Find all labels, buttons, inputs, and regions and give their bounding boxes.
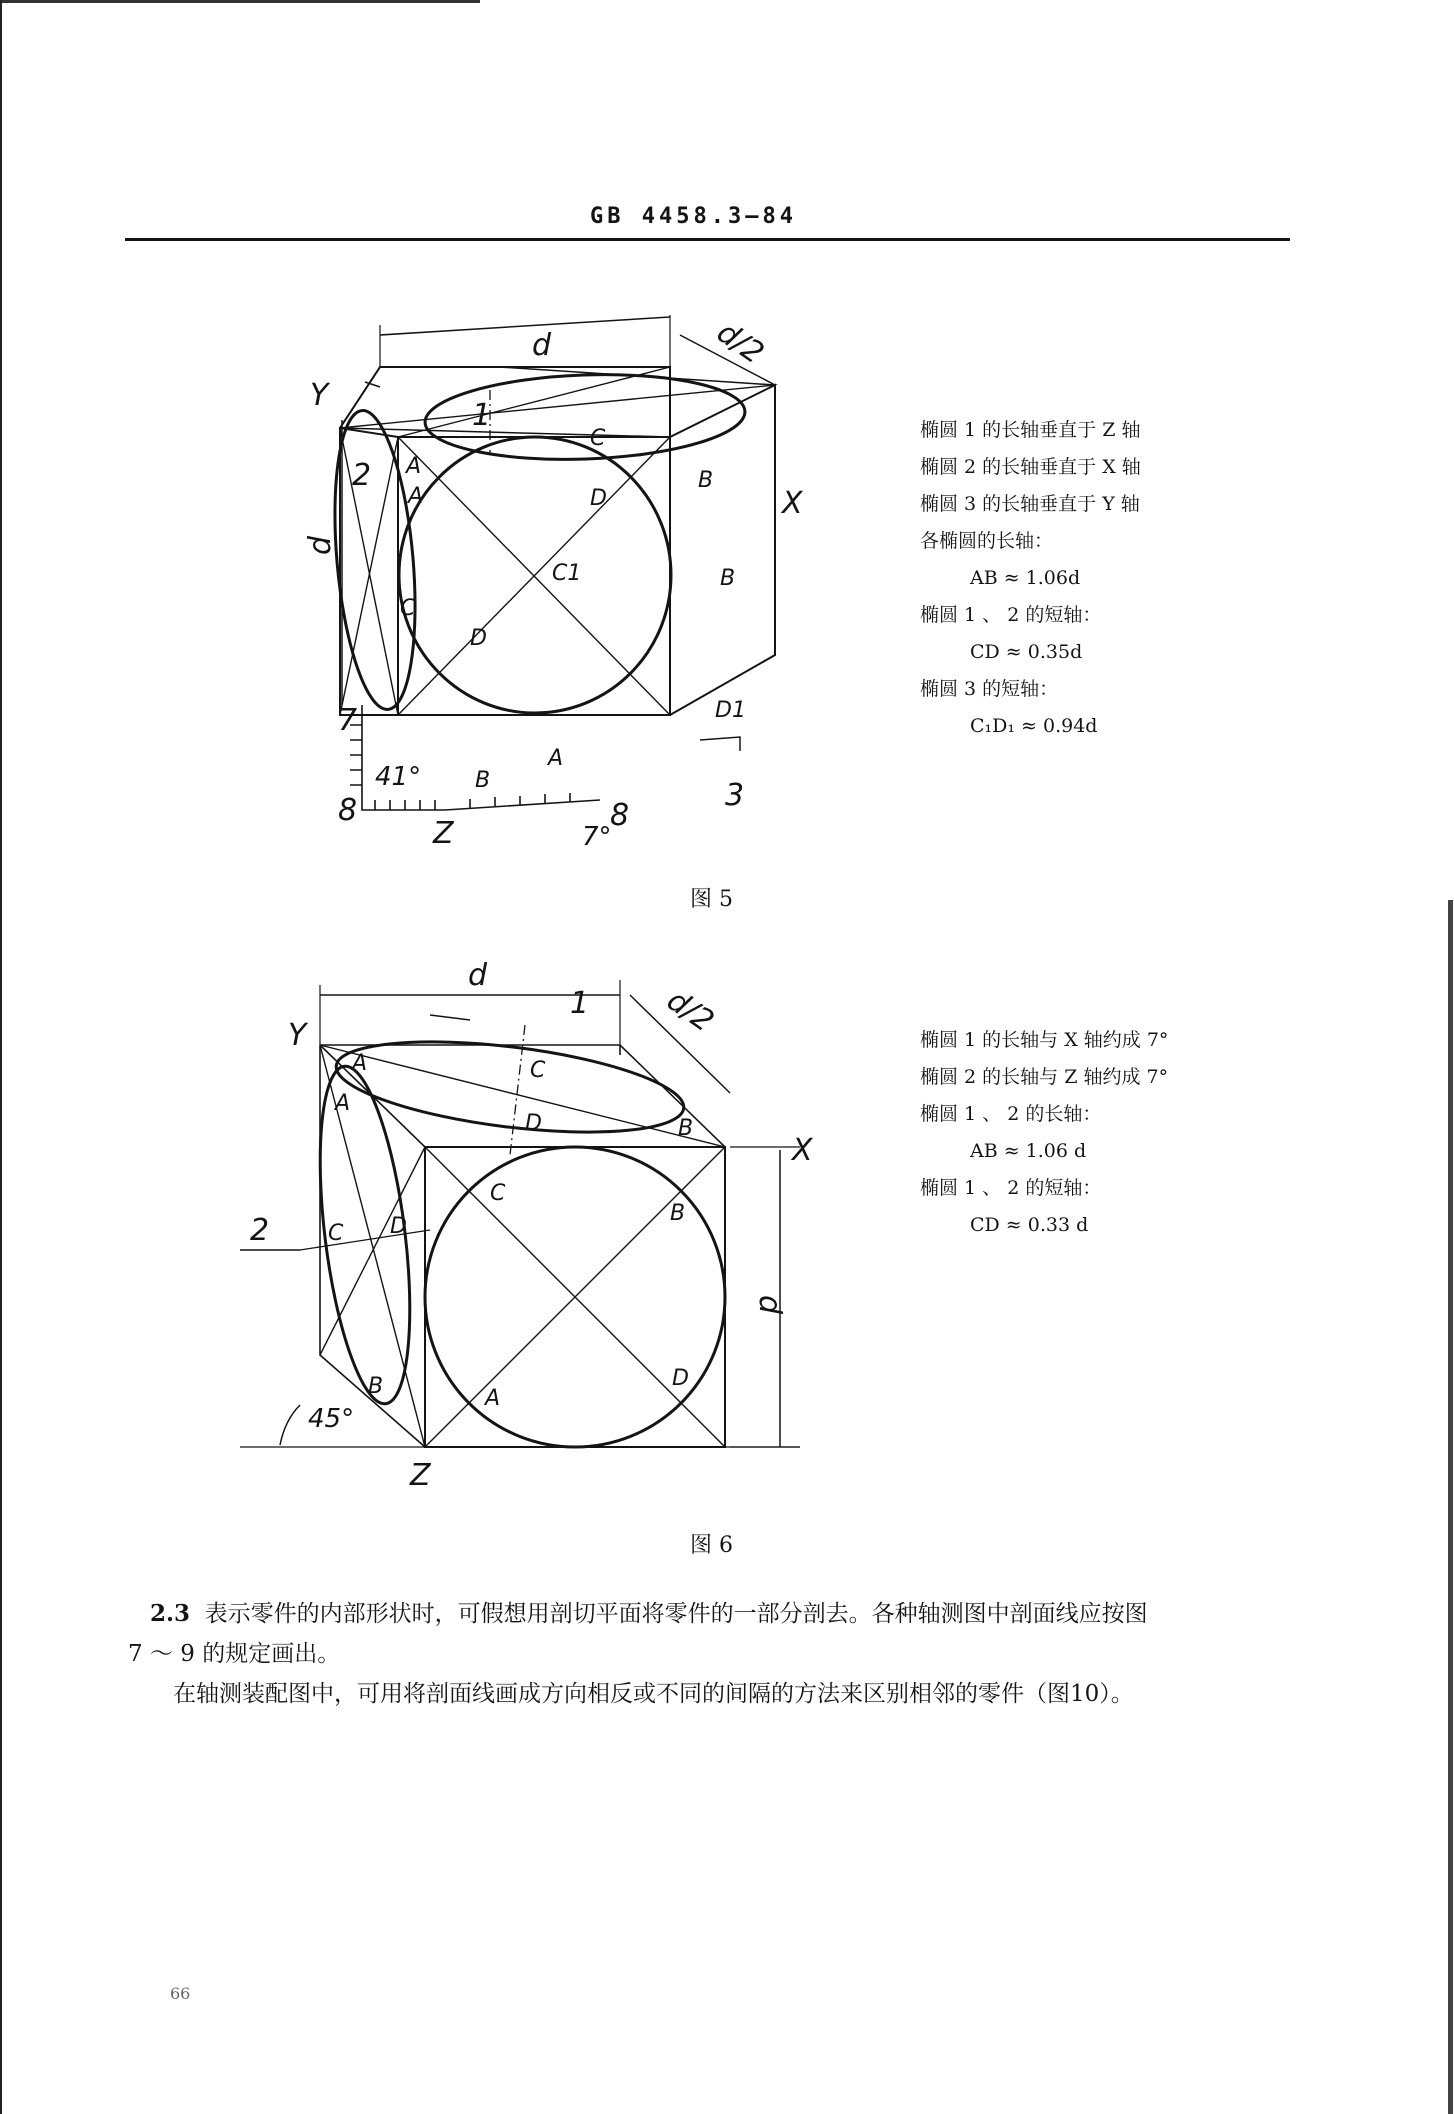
leader-1 — [430, 1015, 470, 1020]
angle-45: 45° — [308, 1404, 355, 1434]
dim-d-top: d — [532, 328, 552, 363]
pt-D-front: D — [672, 1366, 689, 1391]
note-line: 椭圆 1 、 2 的短轴： — [920, 1177, 1102, 1199]
note-line: 各椭圆的长轴： — [920, 530, 1054, 552]
header-rule — [125, 238, 1290, 241]
para-line-2: 7 ～ 9 的规定画出。 — [128, 1641, 341, 1667]
pt-A-left: A — [408, 484, 424, 509]
pt-D-top: D — [525, 1111, 542, 1136]
note-line: C₁D₁ ≈ 0.94d — [970, 715, 1098, 737]
pt-A-left: A — [335, 1091, 351, 1116]
dim-d-top: d — [468, 958, 488, 993]
pt-B-right: B — [720, 566, 736, 591]
scan-right-edge — [1448, 900, 1453, 2114]
pt-B-low: B — [475, 768, 491, 793]
section-number: 2.3 — [150, 1600, 191, 1627]
para-line-1 — [128, 1594, 1298, 1634]
figure-5-caption: 图 5 — [690, 887, 733, 912]
pt-B-top: B — [698, 468, 714, 493]
note-line: 椭圆 1 的长轴与 X 轴约成 7° — [920, 1029, 1169, 1051]
scan-left-edge — [0, 0, 2, 2114]
note-line: CD ≈ 0.33 d — [970, 1214, 1089, 1236]
standard-header: GB 4458.3—84 — [590, 204, 797, 229]
scale-ticks-right — [445, 793, 600, 810]
note-line: 椭圆 1 、 2 的长轴： — [920, 1103, 1102, 1125]
label-ellipse-1: 1 — [570, 986, 590, 1021]
note-line: 椭圆 2 的长轴与 Z 轴约成 7° — [920, 1066, 1169, 1088]
para-2: 在轴测装配图中，可用将剖面线画成方向相反或不同的间隔的方法来区别相邻的零件（图10）。 — [173, 1681, 1134, 1707]
note-line: CD ≈ 0.35d — [970, 641, 1083, 663]
figure-5-notes — [920, 412, 1141, 745]
leader-3 — [700, 737, 740, 751]
pt-A-low: A — [485, 1386, 501, 1411]
page-number: 66 — [170, 1984, 191, 2003]
pt-C1: C1 — [552, 561, 582, 586]
axis-z-label: Z — [433, 816, 454, 851]
label-ellipse-3: 3 — [725, 778, 745, 813]
scale-ticks — [350, 705, 445, 810]
label-ellipse-2: 2 — [250, 1213, 270, 1248]
label-ellipse-1: 1 — [472, 398, 492, 433]
diag-5 — [340, 385, 775, 428]
axis-x-label: X — [792, 1133, 813, 1168]
pt-C-top: C — [530, 1058, 546, 1083]
pt-B-right: B — [670, 1201, 686, 1226]
dim-d-half: d/2 — [710, 314, 771, 372]
figure-5-drawing — [303, 314, 803, 865]
dim-d-side: d — [303, 535, 338, 555]
cube-back-edges — [340, 367, 775, 715]
note-line: 椭圆 3 的长轴垂直于 Y 轴 — [920, 493, 1140, 515]
label-8-right: 8 — [610, 798, 630, 833]
note-line: AB ≈ 1.06 d — [970, 1140, 1087, 1162]
para-text: 表示零件的内部形状时，可假想用剖切平面将零件的一部分剖去。各种轴测图中剖面线应按图 — [204, 1601, 1148, 1627]
dim-d-half: d/2 — [660, 982, 721, 1040]
note-line: 椭圆 3 的短轴： — [920, 678, 1059, 700]
pt-D1: D1 — [715, 698, 746, 723]
scan-top-edge — [0, 0, 480, 3]
note-line: 椭圆 2 的长轴垂直于 X 轴 — [920, 456, 1141, 478]
note-line: 椭圆 1 的长轴垂直于 Z 轴 — [920, 419, 1141, 441]
label-7: 7 — [338, 703, 358, 738]
pt-B-top: B — [678, 1116, 694, 1141]
diag-5 — [320, 1045, 725, 1147]
paragraph-2-3 — [128, 1594, 1298, 1714]
dim-top — [380, 317, 670, 335]
axis-x-label: X — [782, 486, 803, 521]
pt-D-mid: D — [470, 626, 487, 651]
pt-A-top: A — [352, 1051, 368, 1076]
dim-d-side: d — [752, 1295, 787, 1315]
figure-6-notes — [920, 1022, 1168, 1244]
figure-6-caption: 图 6 — [690, 1533, 733, 1558]
pt-A-low: A — [548, 746, 564, 771]
note-line: AB ≈ 1.06d — [970, 567, 1081, 589]
pt-C-left: C — [328, 1221, 344, 1246]
pt-A-top: A — [406, 454, 422, 479]
angle-41: 41° — [375, 762, 422, 792]
pt-B-low: B — [368, 1374, 384, 1399]
pt-C-front: C — [490, 1181, 506, 1206]
pt-C-top: C — [590, 426, 606, 451]
pt-D-left: D — [390, 1214, 407, 1239]
axis-y-label: Y — [310, 378, 329, 413]
label-8-left: 8 — [338, 793, 358, 828]
pt-D-top: D — [590, 486, 607, 511]
pt-C-left: C — [400, 596, 416, 621]
angle-arc — [280, 1405, 300, 1445]
figure-6-drawing — [240, 958, 840, 1493]
note-line: 椭圆 1 、 2 的短轴： — [920, 604, 1102, 626]
axis-y-label: Y — [288, 1018, 307, 1053]
label-ellipse-2: 2 — [352, 458, 372, 493]
angle-7: 7° — [582, 822, 612, 852]
axis-z-label: Z — [410, 1458, 431, 1493]
